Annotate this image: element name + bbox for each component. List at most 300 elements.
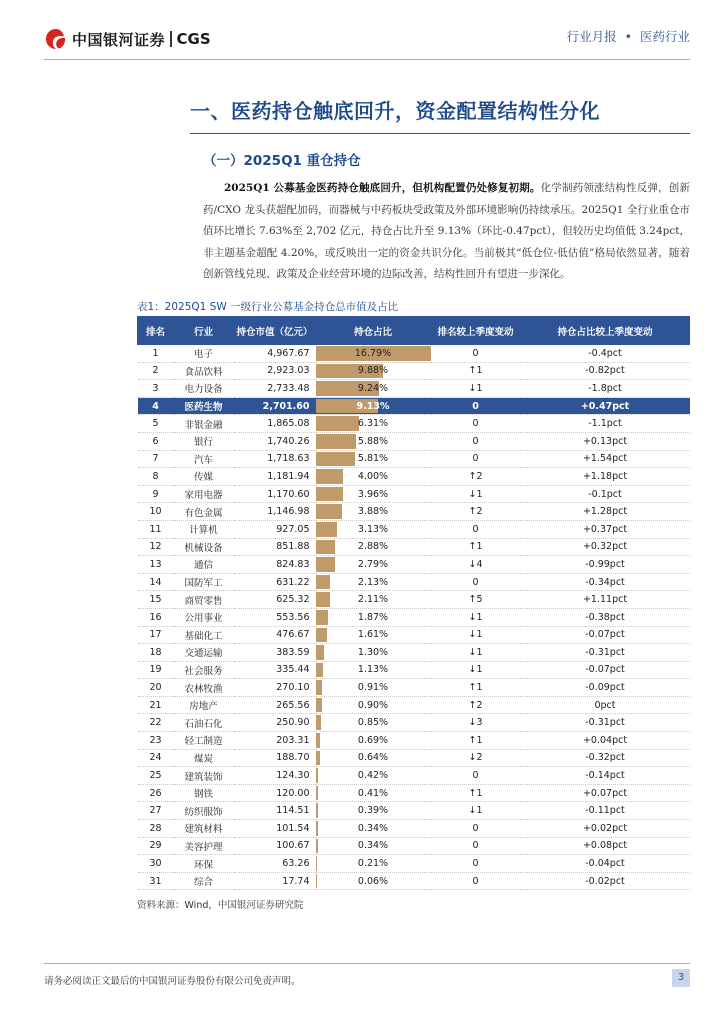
- header-value: 持仓市值（亿元）: [234, 317, 316, 345]
- table-row: [138, 415, 690, 433]
- share-value: 2.79%: [357, 558, 389, 570]
- cell-value: 4,967.67: [234, 345, 316, 363]
- cell-rank-change: ↓1: [431, 380, 521, 398]
- cell-share-change: -0.38pct: [521, 608, 690, 626]
- cell-value: 2,701.60: [234, 397, 316, 415]
- cell-rank: 8: [138, 468, 174, 486]
- cell-rank: 14: [138, 573, 174, 591]
- table-row: [138, 397, 690, 415]
- table-row: [138, 380, 690, 398]
- cell-industry: 纺织服饰: [174, 802, 234, 820]
- cell-share: [316, 345, 431, 363]
- cell-rank: 22: [138, 714, 174, 732]
- header-industry: 行业: [174, 317, 234, 345]
- cell-share: [316, 872, 431, 890]
- cell-rank-change: 0: [431, 820, 521, 838]
- page-number: 3: [672, 969, 690, 987]
- table-row: [138, 450, 690, 468]
- share-bar: [316, 663, 324, 678]
- cell-industry: 计算机: [174, 520, 234, 538]
- cell-rank-change: ↓4: [431, 556, 521, 574]
- share-bar: [316, 557, 335, 572]
- cell-share: [316, 696, 431, 714]
- footer-divider: [44, 963, 690, 964]
- table-row: [138, 520, 690, 538]
- cell-rank-change: 0: [431, 872, 521, 890]
- cell-rank: 18: [138, 644, 174, 662]
- cell-value: 1,718.63: [234, 450, 316, 468]
- cell-share-change: -0.02pct: [521, 872, 690, 890]
- cell-rank: 3: [138, 380, 174, 398]
- header-meta: [567, 27, 690, 45]
- cell-share: [316, 520, 431, 538]
- cell-value: 553.56: [234, 608, 316, 626]
- cell-share-change: +1.11pct: [521, 591, 690, 609]
- cell-rank-change: 0: [431, 397, 521, 415]
- cell-share: [316, 591, 431, 609]
- cell-industry: 食品饮料: [174, 362, 234, 380]
- body-paragraph: [203, 178, 690, 286]
- cell-share: [316, 820, 431, 838]
- cell-rank-change: 0: [431, 767, 521, 785]
- cell-share-change: -0.34pct: [521, 573, 690, 591]
- share-bar: [316, 434, 356, 449]
- cell-share: [316, 855, 431, 873]
- table-row: [138, 696, 690, 714]
- cell-industry: 轻工制造: [174, 732, 234, 750]
- cell-rank: 2: [138, 362, 174, 380]
- share-bar: [316, 856, 317, 871]
- share-bar: [316, 680, 322, 695]
- cell-rank-change: ↑2: [431, 696, 521, 714]
- share-bar: [316, 803, 319, 818]
- share-value: 1.30%: [357, 646, 389, 658]
- share-value: 0.41%: [357, 787, 389, 799]
- table-row: [138, 432, 690, 450]
- header-share: 持仓占比: [316, 317, 431, 345]
- share-bar: [316, 610, 329, 625]
- cell-value: 250.90: [234, 714, 316, 732]
- report-type: 行业月报: [566, 29, 617, 44]
- cell-rank: 19: [138, 661, 174, 679]
- cell-share-change: -0.99pct: [521, 556, 690, 574]
- table-row: [138, 345, 690, 363]
- cell-rank-change: ↑1: [431, 679, 521, 697]
- cell-industry: 商贸零售: [174, 591, 234, 609]
- header-rank: 排名: [138, 317, 174, 345]
- cell-industry: 机械设备: [174, 538, 234, 556]
- table-row: [138, 468, 690, 486]
- share-value: 3.13%: [357, 523, 389, 535]
- cell-share-change: -0.31pct: [521, 714, 690, 732]
- share-value: 0.34%: [357, 822, 389, 834]
- cell-rank: 23: [138, 732, 174, 750]
- cell-industry: 石油石化: [174, 714, 234, 732]
- cell-value: 2,923.03: [234, 362, 316, 380]
- share-bar: [316, 469, 343, 484]
- table-row: [138, 608, 690, 626]
- cell-rank: 30: [138, 855, 174, 873]
- holdings-table: [137, 316, 690, 890]
- cell-industry: 基础化工: [174, 626, 234, 644]
- cell-share: [316, 714, 431, 732]
- cell-share: [316, 767, 431, 785]
- table-row: [138, 556, 690, 574]
- cell-rank: 12: [138, 538, 174, 556]
- cell-rank: 4: [138, 397, 174, 415]
- cell-value: 927.05: [234, 520, 316, 538]
- cell-industry: 传媒: [174, 468, 234, 486]
- table-header-row: [138, 317, 690, 345]
- cell-share-change: +0.13pct: [521, 432, 690, 450]
- table-row: [138, 573, 690, 591]
- cell-share: [316, 608, 431, 626]
- cell-rank-change: 0: [431, 432, 521, 450]
- cell-share-change: +0.02pct: [521, 820, 690, 838]
- table-row: [138, 485, 690, 503]
- cell-rank: 31: [138, 872, 174, 890]
- cell-share-change: -0.82pct: [521, 362, 690, 380]
- share-bar: [316, 487, 343, 502]
- cell-value: 1,181.94: [234, 468, 316, 486]
- cell-rank: 10: [138, 503, 174, 521]
- share-bar: [316, 592, 330, 607]
- table-caption: 表1：2025Q1 SW 一级行业公募基金持仓总市值及占比: [137, 301, 399, 313]
- table-row: [138, 767, 690, 785]
- cell-share: [316, 450, 431, 468]
- share-bar: [316, 575, 331, 590]
- share-bar: [316, 786, 319, 801]
- cell-rank: 26: [138, 784, 174, 802]
- cell-rank-change: ↓1: [431, 626, 521, 644]
- section-divider: [190, 133, 690, 134]
- cell-industry: 综合: [174, 872, 234, 890]
- share-bar: [316, 416, 359, 431]
- cell-value: 824.83: [234, 556, 316, 574]
- cell-rank-change: 0: [431, 837, 521, 855]
- cell-value: 476.67: [234, 626, 316, 644]
- cell-industry: 公用事业: [174, 608, 234, 626]
- share-value: 0.90%: [357, 699, 389, 711]
- source-note: 资料来源：Wind，中国银河证券研究院: [137, 900, 304, 911]
- cell-share-change: -1.8pct: [521, 380, 690, 398]
- table-row: [138, 591, 690, 609]
- share-value: 0.91%: [357, 682, 389, 694]
- share-value: 6.31%: [357, 418, 389, 430]
- cell-value: 383.59: [234, 644, 316, 662]
- cell-share-change: -1.1pct: [521, 415, 690, 433]
- cell-share: [316, 626, 431, 644]
- header-dot: •: [624, 29, 632, 44]
- logo-text-cn: 中国银河证券: [72, 30, 166, 49]
- share-bar: [316, 504, 343, 519]
- cell-rank: 25: [138, 767, 174, 785]
- cell-industry: 农林牧渔: [174, 679, 234, 697]
- share-value: 0.21%: [357, 858, 389, 870]
- cell-rank: 7: [138, 450, 174, 468]
- share-value: 0.34%: [357, 840, 389, 852]
- share-bar: [316, 768, 319, 783]
- share-value: 0.06%: [357, 875, 389, 887]
- cell-value: 114.51: [234, 802, 316, 820]
- share-value: 9.13%: [356, 400, 390, 412]
- cell-industry: 建筑材料: [174, 820, 234, 838]
- share-bar: [316, 628, 327, 643]
- cell-value: 188.70: [234, 749, 316, 767]
- share-value: 5.88%: [357, 435, 389, 447]
- cell-share: [316, 362, 431, 380]
- cell-rank-change: ↑1: [431, 362, 521, 380]
- share-value: 4.00%: [357, 470, 389, 482]
- share-bar: [316, 839, 318, 854]
- cell-rank: 6: [138, 432, 174, 450]
- share-value: 3.96%: [357, 488, 389, 500]
- cell-value: 100.67: [234, 837, 316, 855]
- cell-industry: 煤炭: [174, 749, 234, 767]
- cell-share-change: +0.08pct: [521, 837, 690, 855]
- cell-industry: 交通运输: [174, 644, 234, 662]
- cell-share-change: +1.28pct: [521, 503, 690, 521]
- share-value: 1.13%: [357, 664, 389, 676]
- cell-industry: 通信: [174, 556, 234, 574]
- table-row: [138, 714, 690, 732]
- cell-share-change: 0pct: [521, 696, 690, 714]
- cell-industry: 电子: [174, 345, 234, 363]
- cell-rank: 9: [138, 485, 174, 503]
- table-row: [138, 820, 690, 838]
- cell-share: [316, 432, 431, 450]
- share-value: 0.42%: [357, 770, 389, 782]
- cell-share: [316, 661, 431, 679]
- cell-rank: 20: [138, 679, 174, 697]
- cell-rank: 29: [138, 837, 174, 855]
- cell-share-change: -0.09pct: [521, 679, 690, 697]
- cell-rank-change: ↓1: [431, 608, 521, 626]
- cell-share-change: +0.04pct: [521, 732, 690, 750]
- cell-industry: 房地产: [174, 696, 234, 714]
- table-row: [138, 626, 690, 644]
- share-value: 3.88%: [357, 506, 389, 518]
- cell-share: [316, 732, 431, 750]
- share-value: 2.13%: [357, 576, 389, 588]
- cell-value: 63.26: [234, 855, 316, 873]
- cell-share-change: +0.32pct: [521, 538, 690, 556]
- header-rank-change: 排名较上季度变动: [431, 317, 521, 345]
- cell-rank: 28: [138, 820, 174, 838]
- cell-rank-change: 0: [431, 345, 521, 363]
- cell-value: 335.44: [234, 661, 316, 679]
- cell-share-change: -0.11pct: [521, 802, 690, 820]
- share-value: 0.69%: [357, 734, 389, 746]
- table-row: [138, 749, 690, 767]
- cell-value: 120.00: [234, 784, 316, 802]
- cell-share: [316, 380, 431, 398]
- share-value: 0.85%: [357, 717, 389, 729]
- cell-rank-change: 0: [431, 573, 521, 591]
- share-bar: [316, 821, 318, 836]
- cell-rank: 1: [138, 345, 174, 363]
- table-row: [138, 644, 690, 662]
- cell-value: 1,865.08: [234, 415, 316, 433]
- cell-industry: 社会服务: [174, 661, 234, 679]
- cell-rank: 5: [138, 415, 174, 433]
- cell-rank-change: ↑1: [431, 732, 521, 750]
- cell-rank: 24: [138, 749, 174, 767]
- industry-name: 医药行业: [639, 29, 690, 44]
- cell-share-change: -0.1pct: [521, 485, 690, 503]
- table-row: [138, 837, 690, 855]
- share-value: 9.88%: [357, 365, 389, 377]
- cell-share-change: +0.47pct: [521, 397, 690, 415]
- cell-rank-change: ↓1: [431, 661, 521, 679]
- section-title: 一、医药持仓触底回升，资金配置结构性分化: [190, 99, 600, 123]
- cell-rank: 17: [138, 626, 174, 644]
- cell-value: 270.10: [234, 679, 316, 697]
- share-value: 1.61%: [357, 629, 389, 641]
- cell-rank-change: ↑1: [431, 784, 521, 802]
- cell-share: [316, 485, 431, 503]
- share-value: 16.79%: [354, 347, 392, 359]
- cell-industry: 家用电器: [174, 485, 234, 503]
- cell-value: 625.32: [234, 591, 316, 609]
- cell-share: [316, 837, 431, 855]
- cell-rank-change: ↑1: [431, 538, 521, 556]
- cell-rank-change: ↓2: [431, 749, 521, 767]
- cell-industry: 医药生物: [174, 397, 234, 415]
- cell-industry: 非银金融: [174, 415, 234, 433]
- table-row: [138, 855, 690, 873]
- cell-rank-change: 0: [431, 450, 521, 468]
- cell-share-change: -0.31pct: [521, 644, 690, 662]
- cell-rank-change: ↑2: [431, 468, 521, 486]
- cell-rank-change: ↓1: [431, 485, 521, 503]
- cell-rank: 15: [138, 591, 174, 609]
- cell-share-change: +0.37pct: [521, 520, 690, 538]
- cell-share: [316, 644, 431, 662]
- cell-industry: 有色金属: [174, 503, 234, 521]
- cell-industry: 建筑装饰: [174, 767, 234, 785]
- cell-share-change: -0.07pct: [521, 661, 690, 679]
- table-row: [138, 362, 690, 380]
- paragraph-body: 化学制药领涨结构性反弹，创新药/CXO 龙头获超配加码，而器械与中药板块受政策及外部环境影响仍持续承压。2025Q1 全行业重仓市值环比增长 7.63%至 2,702 亿元，持仓占比升至 9.13%（环比-0.47pct），但较历史均值低 3.24pct，非主题基金超配 4.20%，或反映出一定的资金共识分化。当前极其“低仓位-低估值”格局依然显著，随着创新管线兑现、政策及企业经营环境的边际改善，结构性回升有望进一步深化。: [203, 182, 690, 281]
- table-row: [138, 538, 690, 556]
- cell-value: 124.30: [234, 767, 316, 785]
- cell-rank-change: ↑2: [431, 503, 521, 521]
- cell-industry: 美容护理: [174, 837, 234, 855]
- table-row: [138, 784, 690, 802]
- table-row: [138, 503, 690, 521]
- cell-rank-change: 0: [431, 415, 521, 433]
- paragraph-lead: 2025Q1 公募基金医药持仓触底回升，但机构配置仍处修复初期。: [224, 182, 541, 194]
- table-row: [138, 732, 690, 750]
- share-bar: [316, 452, 356, 467]
- logo-text-en: CGS: [176, 30, 211, 48]
- company-logo: [44, 27, 211, 51]
- cell-value: 265.56: [234, 696, 316, 714]
- cell-share-change: +0.07pct: [521, 784, 690, 802]
- cell-share-change: -0.4pct: [521, 345, 690, 363]
- cell-rank: 13: [138, 556, 174, 574]
- cell-industry: 电力设备: [174, 380, 234, 398]
- cell-industry: 国防军工: [174, 573, 234, 591]
- cell-value: 1,740.26: [234, 432, 316, 450]
- cell-rank: 16: [138, 608, 174, 626]
- cell-industry: 银行: [174, 432, 234, 450]
- cell-rank-change: ↓3: [431, 714, 521, 732]
- cell-share: [316, 468, 431, 486]
- header-share-change: 持仓占比较上季度变动: [521, 317, 690, 345]
- cell-share-change: +1.18pct: [521, 468, 690, 486]
- cell-value: 101.54: [234, 820, 316, 838]
- share-value: 1.87%: [357, 611, 389, 623]
- table-row: [138, 679, 690, 697]
- share-value: 2.88%: [357, 541, 389, 553]
- footer-disclaimer: 请务必阅读正文最后的中国银河证券股份有限公司免责声明。: [44, 976, 301, 987]
- share-value: 2.11%: [357, 594, 389, 606]
- table-row: [138, 802, 690, 820]
- page-header: [0, 0, 724, 62]
- share-value: 0.39%: [357, 805, 389, 817]
- cell-share-change: -0.14pct: [521, 767, 690, 785]
- cell-share: [316, 503, 431, 521]
- cell-rank-change: 0: [431, 520, 521, 538]
- share-bar: [316, 522, 337, 537]
- cell-value: 1,170.60: [234, 485, 316, 503]
- share-value: 5.81%: [357, 453, 389, 465]
- sub-title: （一）2025Q1 重仓持仓: [203, 153, 361, 169]
- cell-rank-change: ↓1: [431, 644, 521, 662]
- share-bar: [316, 715, 322, 730]
- cell-value: 1,146.98: [234, 503, 316, 521]
- cell-industry: 环保: [174, 855, 234, 873]
- header-divider: [44, 59, 690, 60]
- logo-separator: [170, 31, 172, 47]
- cell-value: 851.88: [234, 538, 316, 556]
- cell-industry: 钢铁: [174, 784, 234, 802]
- share-bar: [316, 733, 321, 748]
- cell-share: [316, 679, 431, 697]
- cell-rank: 27: [138, 802, 174, 820]
- table-row: [138, 661, 690, 679]
- table-body: [138, 345, 690, 890]
- cell-industry: 汽车: [174, 450, 234, 468]
- cell-rank: 21: [138, 696, 174, 714]
- cell-share: [316, 573, 431, 591]
- cgs-logo-icon: [44, 27, 68, 51]
- cell-rank: 11: [138, 520, 174, 538]
- cell-share-change: -0.32pct: [521, 749, 690, 767]
- cell-share-change: -0.04pct: [521, 855, 690, 873]
- cell-share: [316, 415, 431, 433]
- cell-share-change: +1.54pct: [521, 450, 690, 468]
- cell-value: 2,733.48: [234, 380, 316, 398]
- cell-value: 631.22: [234, 573, 316, 591]
- cell-share: [316, 802, 431, 820]
- cell-rank-change: ↓1: [431, 802, 521, 820]
- cell-share: [316, 556, 431, 574]
- cell-share: [316, 538, 431, 556]
- cell-value: 17.74: [234, 872, 316, 890]
- cell-rank-change: 0: [431, 855, 521, 873]
- share-bar: [316, 645, 325, 660]
- cell-share: [316, 784, 431, 802]
- cell-value: 203.31: [234, 732, 316, 750]
- cell-share: [316, 397, 431, 415]
- share-value: 0.64%: [357, 752, 389, 764]
- table-row: [138, 872, 690, 890]
- cell-rank-change: ↑5: [431, 591, 521, 609]
- share-bar: [316, 698, 322, 713]
